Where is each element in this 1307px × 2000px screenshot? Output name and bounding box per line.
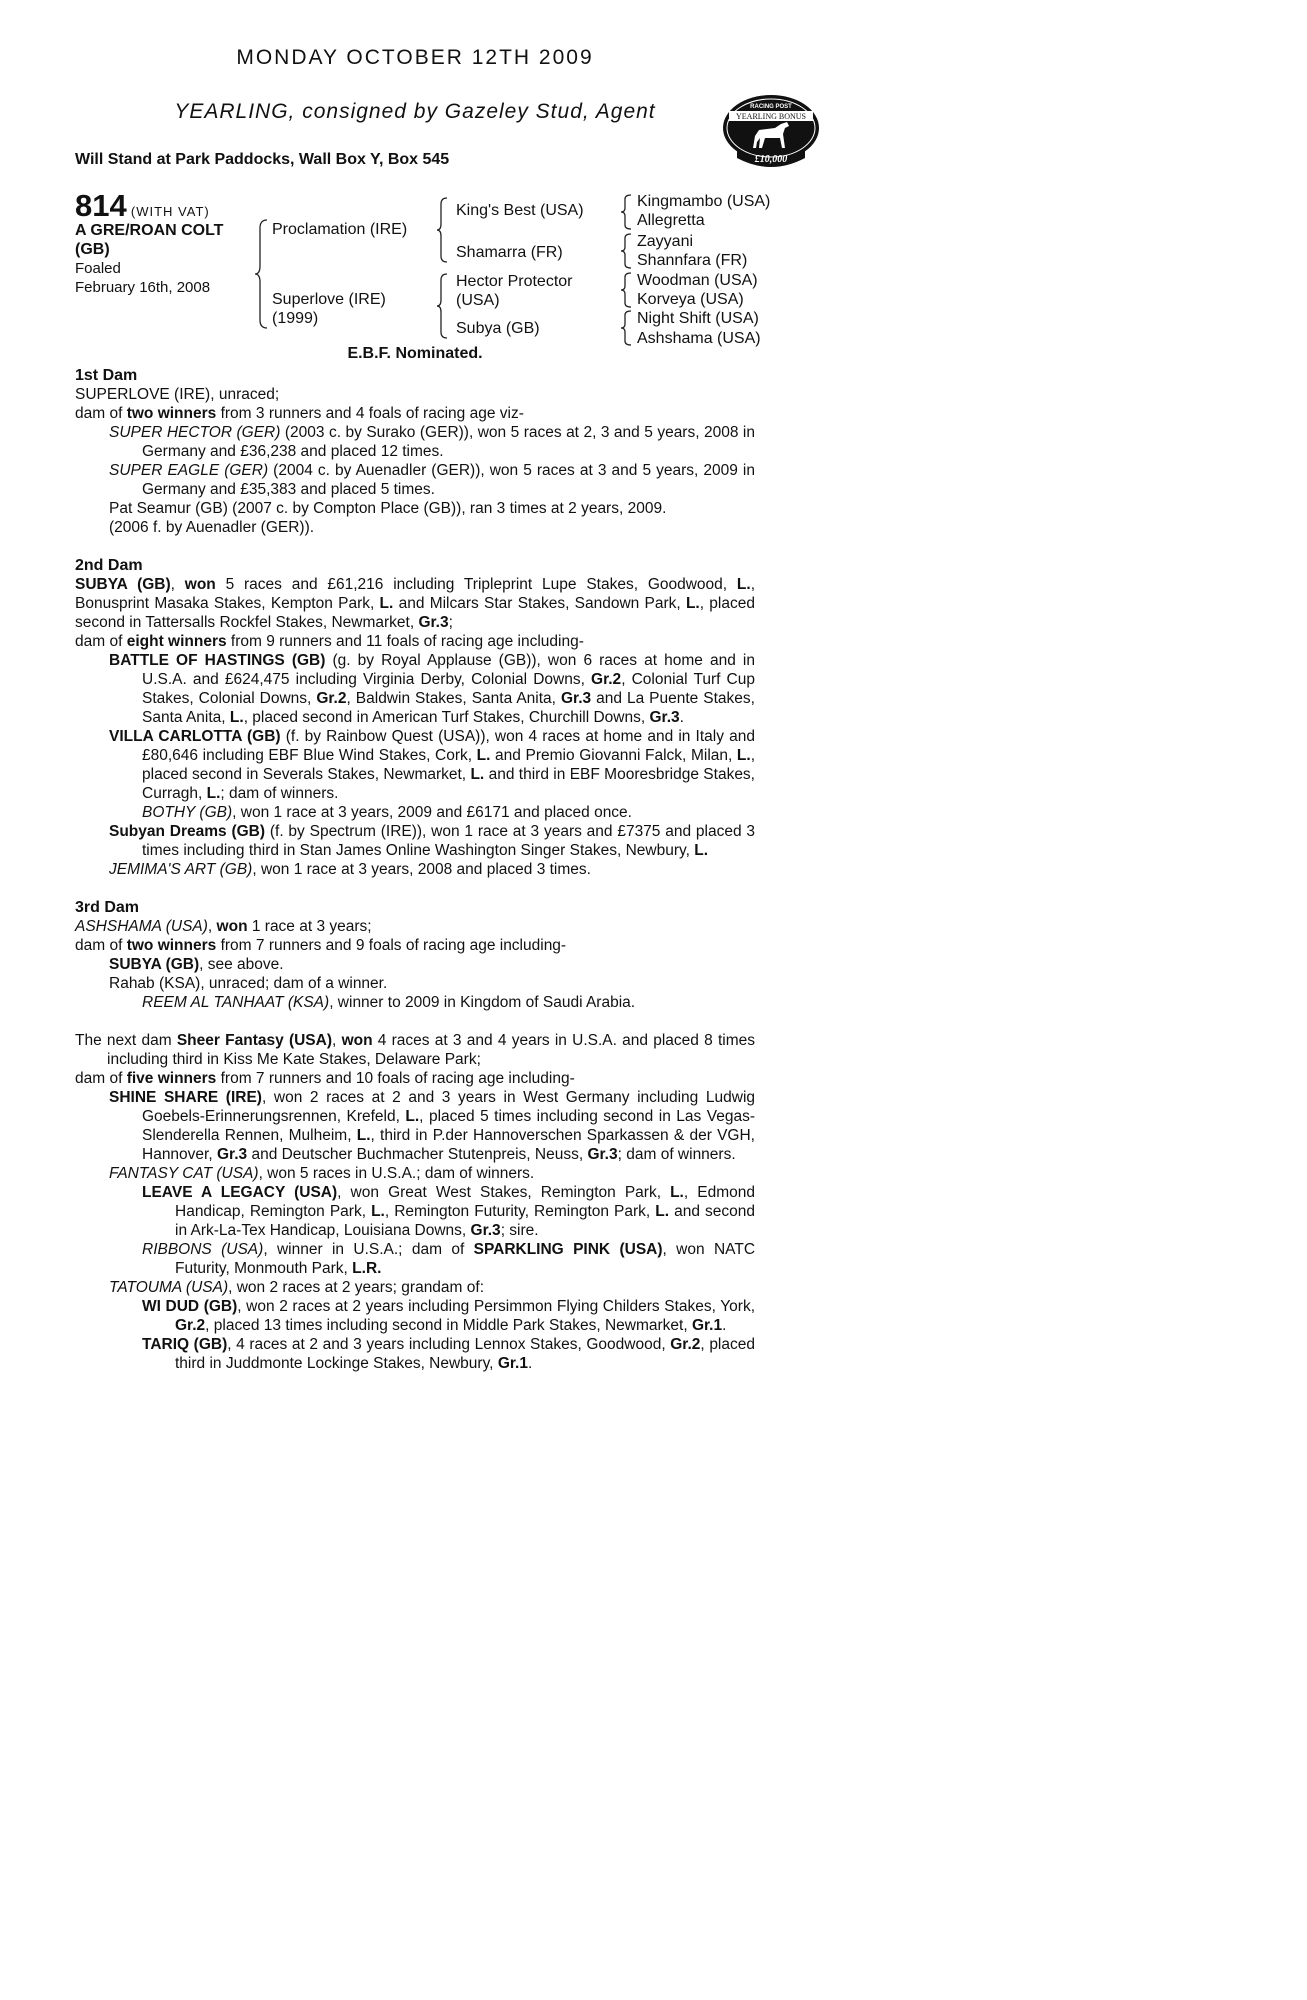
- next-dam-intro: The next dam Sheer Fantasy (USA), won 4 races at 3 and 4 years in U.S.A. and placed 8 times including third in Kiss Me Kate Stakes, Delaware Park;: [75, 1032, 756, 1068]
- third-dam-intro: ASHSHAMA (USA), won 1 race at 3 years;: [75, 918, 372, 935]
- ebf-nomination: E.B.F. Nominated.: [347, 345, 483, 362]
- produce-entry: REEM AL TANHAAT (KSA), winner to 2009 in Kingdom of Saudi Arabia.: [142, 994, 636, 1011]
- produce-entry: (2006 f. by Auenadler (GER)).: [109, 519, 315, 536]
- foaled-label: Foaled: [75, 260, 121, 277]
- pedigree-brace-g2: [620, 232, 632, 270]
- sale-date-heading: MONDAY OCTOBER 12TH 2009: [236, 46, 594, 69]
- produce-entry: Rahab (KSA), unraced; dam of a winner.: [109, 975, 388, 992]
- second-dam-title: 2nd Dam: [75, 557, 143, 574]
- lot-number: 814: [75, 188, 127, 223]
- produce-entry: BATTLE OF HASTINGS (GB) (g. by Royal Applause (GB)), won 6 races at home and in U.S.A. and £624,475 including Virginia Derby, Colonial Downs, Gr.2, Colonial Turf Cup Stakes, Colonial Downs, Gr.2, Baldwin Stakes, Santa Anita, Gr.3 and La Puente Stakes, Santa Anita, L., placed second in American Turf Stakes, Churchill Downs, Gr.3.: [109, 652, 755, 726]
- produce-entry: Subyan Dreams (GB) (f. by Spectrum (IRE)), won 1 race at 3 years and £7375 and placed 3 times including third in Stan James Online Washington Singer Stakes, Newbury, L.: [109, 823, 755, 859]
- third-dam-produce-summary: dam of two winners from 7 runners and 9 foals of racing age including-: [75, 937, 567, 954]
- next-dam-produce-summary: dam of five winners from 7 runners and 10 foals of racing age including-: [75, 1070, 575, 1087]
- sire-dam: Shamarra (FR): [456, 244, 563, 261]
- dam-sire-line2: (USA): [456, 292, 500, 309]
- badge-top-text: RACING POST: [750, 104, 792, 110]
- grandsire-2: Allegretta: [637, 212, 705, 229]
- third-dam-title: 3rd Dam: [75, 899, 140, 916]
- grandsire-8: Ashshama (USA): [637, 330, 761, 347]
- grandsire-7: Night Shift (USA): [637, 310, 759, 327]
- second-dam-intro: SUBYA (GB), won 5 races and £61,216 including Tripleprint Lupe Stakes, Goodwood, L., Bonusprint Masaka Stakes, Kempton Park, L. and Milcars Star Stakes, Sandown Park, L., placed second in Tattersalls Rockfel Stakes, Newmarket, Gr.3;: [75, 576, 755, 631]
- pedigree-brace-g4: [620, 309, 632, 347]
- dam-year: (1999): [272, 310, 319, 327]
- consignment-line: YEARLING, consigned by Gazeley Stud, Agent: [174, 100, 656, 123]
- dam-name: Superlove (IRE): [272, 291, 386, 308]
- catalogue-body: [75, 366, 755, 1373]
- first-dam-line: SUPERLOVE (IRE), unraced;: [75, 386, 280, 403]
- produce-entry: BOTHY (GB), won 1 race at 3 years, 2009 and £6171 and placed once.: [142, 804, 632, 821]
- produce-entry: VILLA CARLOTTA (GB) (f. by Rainbow Quest (USA)), won 4 races at home and in Italy and £80,646 including EBF Blue Wind Stakes, Cork, L. and Premio Giovanni Falck, Milan, L., placed second in Severals Stakes, Newmarket, L. and third in EBF Mooresbridge Stakes, Curragh, L.; dam of winners.: [109, 728, 756, 802]
- produce-entry: TARIQ (GB), 4 races at 2 and 3 years including Lennox Stakes, Goodwood, Gr.2, placed third in Juddmonte Lockinge Stakes, Newbury, Gr.1.: [142, 1336, 755, 1372]
- grandsire-1: Kingmambo (USA): [637, 193, 771, 210]
- produce-entry: SUPER HECTOR (GER) (2003 c. by Surako (GER)), won 5 races at 2, 3 and 5 years, 2008 in Germany and £36,238 and placed 12 times.: [109, 424, 755, 460]
- location-line: Will Stand at Park Paddocks, Wall Box Y, Box 545: [75, 151, 450, 168]
- pedigree-brace-sire: [436, 196, 448, 264]
- foaled-date: February 16th, 2008: [75, 279, 211, 296]
- produce-entry: Pat Seamur (GB) (2007 c. by Compton Place (GB)), ran 3 times at 2 years, 2009.: [109, 500, 667, 517]
- vat-note: (WITH VAT): [130, 204, 210, 219]
- yearling-bonus-badge: [715, 92, 827, 168]
- pedigree-brace-g3: [620, 271, 632, 309]
- pedigree-brace-dam: [436, 272, 448, 340]
- produce-entry: SUBYA (GB), see above.: [109, 956, 284, 973]
- lot-details: [75, 188, 224, 297]
- grandsire-4: Shannfara (FR): [637, 252, 748, 269]
- sire-name: Proclamation (IRE): [272, 221, 408, 238]
- lot-description: A GRE/ROAN COLT: [75, 222, 224, 239]
- produce-entry: SHINE SHARE (IRE), won 2 races at 2 and 3 years in West Germany including Ludwig Goebels-Erinnerungsrennen, Krefeld, L., placed 5 times including second in Las Vegas-Slenderella Rennen, Mulheim, L., third in P.der Hannoverschen Sparkassen & der VGH, Hannover, Gr.3 and Deutscher Buchmacher Stutenpreis, Neuss, Gr.3; dam of winners.: [109, 1089, 756, 1163]
- produce-entry: TATOUMA (USA), won 2 races at 2 years; grandam of:: [109, 1279, 485, 1296]
- first-dam-produce-summary: dam of two winners from 3 runners and 4 foals of racing age viz-: [75, 405, 524, 422]
- first-dam-title: 1st Dam: [75, 367, 138, 384]
- badge-middle-text: YEARLING BONUS: [736, 112, 806, 121]
- sire-sire: King's Best (USA): [456, 202, 584, 219]
- dam-dam: Subya (GB): [456, 320, 540, 337]
- yearling-bonus-badge-graphic: [715, 92, 827, 168]
- grandsire-6: Korveya (USA): [637, 291, 744, 308]
- produce-entry: LEAVE A LEGACY (USA), won Great West Stakes, Remington Park, L., Edmond Handicap, Remington Park, L., Remington Futurity, Remington Park, L. and second in Ark-La-Tex Handicap, Louisiana Downs, Gr.3; sire.: [142, 1184, 755, 1239]
- pedigree-brace-main: [254, 218, 268, 330]
- grandsire-3: Zayyani: [637, 233, 694, 250]
- pedigree-brace-g1: [620, 193, 632, 231]
- produce-entry: SUPER EAGLE (GER) (2004 c. by Auenadler (GER)), won 5 races at 3 and 5 years, 2009 in Germany and £35,383 and placed 5 times.: [109, 462, 755, 498]
- produce-entry: FANTASY CAT (USA), won 5 races in U.S.A.; dam of winners.: [109, 1165, 535, 1182]
- dam-sire-line1: Hector Protector: [456, 273, 573, 290]
- second-dam-produce-summary: dam of eight winners from 9 runners and 11 foals of racing age including-: [75, 633, 584, 650]
- produce-entry: JEMIMA'S ART (GB), won 1 race at 3 years, 2008 and placed 3 times.: [109, 861, 591, 878]
- grandsire-5: Woodman (USA): [637, 272, 758, 289]
- produce-entry: RIBBONS (USA), winner in U.S.A.; dam of SPARKLING PINK (USA), won NATC Futurity, Monmouth Park, L.R.: [142, 1241, 756, 1277]
- lot-country: (GB): [75, 241, 110, 258]
- produce-entry: WI DUD (GB), won 2 races at 2 years including Persimmon Flying Childers Stakes, York, Gr.2, placed 13 times including second in Middle Park Stakes, Newmarket, Gr.1.: [142, 1298, 755, 1334]
- badge-amount-text: £10,000: [754, 154, 788, 165]
